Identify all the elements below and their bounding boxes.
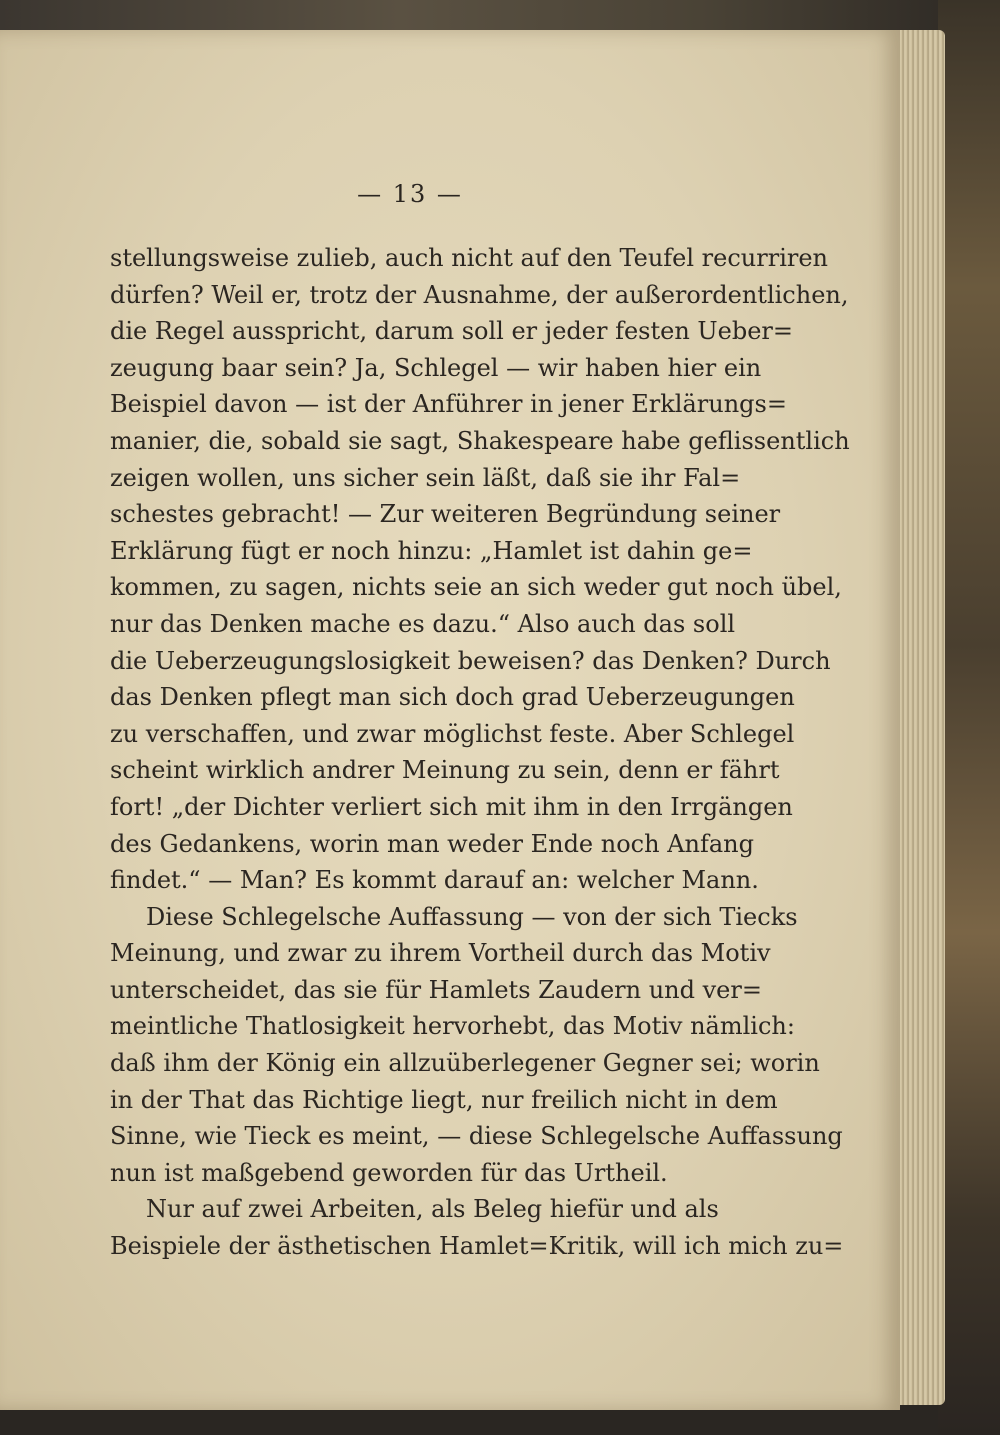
- text-line: die Ueberzeugungslosigkeit beweisen? das Denken? Durch: [110, 646, 831, 675]
- text-line: zeigen wollen, uns sicher sein läßt, daß sie ihr Fal=: [110, 463, 741, 492]
- text-line: die Regel ausspricht, darum soll er jeder festen Ueber=: [110, 317, 793, 346]
- text-line: das Denken pflegt man sich doch grad Ueberzeugungen: [110, 683, 795, 712]
- text-line: nun ist maßgebend geworden für das Urtheil.: [110, 1158, 668, 1187]
- text-line: Beispiele der ästhetischen Hamlet=Kritik, will ich mich zu=: [110, 1232, 844, 1261]
- page-edges: [895, 30, 945, 1405]
- text-line: Sinne, wie Tieck es meint, — diese Schlegelsche Auffassung: [110, 1122, 843, 1151]
- text-line: in der That das Richtige liegt, nur freilich nicht in dem: [110, 1085, 778, 1114]
- text-line: daß ihm der König ein allzuüberlegener Gegner sei; worin: [110, 1049, 820, 1078]
- text-line: Erklärung fügt er noch hinzu: „Hamlet ist dahin ge=: [110, 536, 753, 565]
- text-line: nur das Denken mache es dazu.“ Also auch das soll: [110, 609, 736, 638]
- text-line: Meinung, und zwar zu ihrem Vortheil durch das Motiv: [110, 939, 771, 968]
- text-line: Beispiel davon — ist der Anführer in jener Erklärungs=: [110, 390, 787, 419]
- text-line: unterscheidet, das sie für Hamlets Zaudern und ver=: [110, 975, 762, 1004]
- book-page: [0, 30, 900, 1410]
- text-line: schestes gebracht! — Zur weiteren Begründung seiner: [110, 500, 781, 529]
- text-line: findet.“ — Man? Es kommt darauf an: welcher Mann.: [110, 866, 759, 895]
- text-line: fort! „der Dichter verliert sich mit ihm in den Irrgängen: [110, 792, 793, 821]
- text-line: Diese Schlegelsche Auffassung — von der sich Tiecks: [146, 902, 798, 931]
- text-line: zu verschaffen, und zwar möglichst feste. Aber Schlegel: [110, 719, 795, 748]
- page-number: — 13 —: [357, 180, 463, 208]
- text-line: zeugung baar sein? Ja, Schlegel — wir haben hier ein: [110, 353, 762, 382]
- book-cover-right: [938, 0, 1000, 1435]
- text-line: Nur auf zwei Arbeiten, als Beleg hiefür und als: [146, 1195, 719, 1224]
- text-line: kommen, zu sagen, nichts seie an sich weder gut noch übel,: [110, 573, 842, 602]
- body-text: [110, 240, 850, 1265]
- text-line: meintliche Thatlosigkeit hervorhebt, das Motiv nämlich:: [110, 1012, 795, 1041]
- text-line: manier, die, sobald sie sagt, Shakespeare habe geflissentlich: [110, 426, 850, 455]
- text-line: stellungsweise zulieb, auch nicht auf den Teufel recurriren: [110, 244, 829, 272]
- text-line: des Gedankens, worin man weder Ende noch Anfang: [110, 829, 754, 858]
- text-line: dürfen? Weil er, trotz der Ausnahme, der außerordentlichen,: [110, 280, 849, 309]
- text-line: scheint wirklich andrer Meinung zu sein, denn er fährt: [110, 756, 780, 785]
